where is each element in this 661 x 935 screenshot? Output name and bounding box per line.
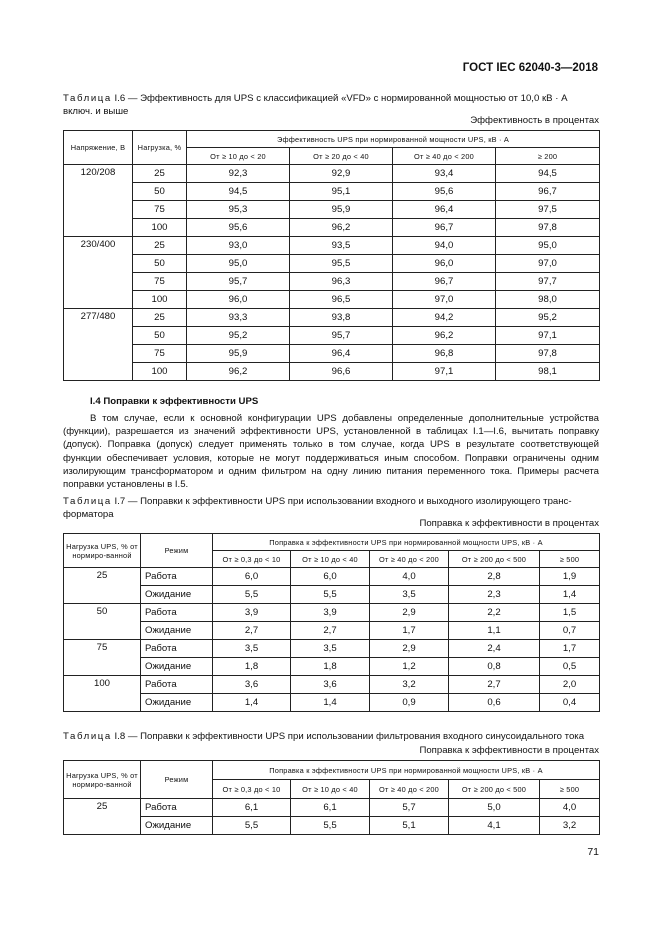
table-i7 bbox=[63, 533, 600, 712]
value-cell: 96,3 bbox=[290, 273, 393, 291]
table-row bbox=[64, 237, 600, 255]
load-cell: 25 bbox=[64, 799, 141, 835]
value-cell: 2,9 bbox=[370, 640, 449, 658]
table-i8 bbox=[63, 760, 600, 835]
value-cell: 94,5 bbox=[187, 183, 290, 201]
value-cell: 3,2 bbox=[540, 817, 600, 835]
value-cell: 96,7 bbox=[496, 183, 600, 201]
value-cell: 1,4 bbox=[291, 694, 370, 712]
value-cell: 96,0 bbox=[393, 255, 496, 273]
value-cell: 4,1 bbox=[449, 817, 540, 835]
table-row bbox=[64, 201, 600, 219]
value-cell: 95,6 bbox=[187, 219, 290, 237]
table-row bbox=[64, 817, 600, 835]
mode-cell: Работа bbox=[141, 604, 213, 622]
load-cell: 75 bbox=[133, 273, 187, 291]
mode-cell: Ожидание bbox=[141, 586, 213, 604]
value-cell: 96,7 bbox=[393, 273, 496, 291]
value-cell: 4,0 bbox=[540, 799, 600, 817]
value-cell: 97,0 bbox=[496, 255, 600, 273]
value-cell: 92,3 bbox=[187, 165, 290, 183]
value-cell: 0,5 bbox=[540, 658, 600, 676]
header-range: ≥ 500 bbox=[540, 551, 600, 568]
load-cell: 75 bbox=[133, 201, 187, 219]
value-cell: 96,0 bbox=[187, 291, 290, 309]
value-cell: 0,4 bbox=[540, 694, 600, 712]
mode-cell: Работа bbox=[141, 640, 213, 658]
header-load: Нагрузка, % bbox=[133, 131, 187, 165]
caption-text: I.6 — Эффективность для UPS с классификацией «VFD» с нормированной мощностью от 10,0 кВ · А включ. и выше bbox=[63, 93, 568, 117]
value-cell: 96,2 bbox=[393, 327, 496, 345]
section-paragraph bbox=[63, 412, 599, 491]
value-cell: 5,7 bbox=[370, 799, 449, 817]
value-cell: 98,0 bbox=[496, 291, 600, 309]
value-cell: 98,1 bbox=[496, 363, 600, 381]
value-cell: 3,5 bbox=[291, 640, 370, 658]
value-cell: 3,5 bbox=[370, 586, 449, 604]
value-cell: 3,9 bbox=[291, 604, 370, 622]
header-range: От ≥ 10 до < 20 bbox=[187, 148, 290, 165]
value-cell: 6,1 bbox=[213, 799, 291, 817]
value-cell: 93,8 bbox=[290, 309, 393, 327]
load-cell: 75 bbox=[64, 640, 141, 676]
table-i6 bbox=[63, 130, 600, 381]
value-cell: 96,4 bbox=[393, 201, 496, 219]
header-range: От ≥ 40 до < 200 bbox=[370, 551, 449, 568]
value-cell: 5,0 bbox=[449, 799, 540, 817]
section-title: I.4 Поправки к эффективности UPS bbox=[90, 396, 259, 407]
value-cell: 0,7 bbox=[540, 622, 600, 640]
table-row bbox=[64, 345, 600, 363]
table-row bbox=[64, 183, 600, 201]
table-row bbox=[64, 604, 600, 622]
value-cell: 0,9 bbox=[370, 694, 449, 712]
paragraph-text: В том случае, если к основной конфигурации UPS добавлены определенные дополнительные устройства (функции), разрешается из значений эффективности UPS, установленной в таблицах I.1—I.6, вычитать поправку (допуск). Поправка (допуск) следует применять только в том случае, когда UPS в результате соответствующей функции обеспечивает условия, которые не могут поддерживаться иным способом. Поправки ограничены одним изолирующим трансформатором и одним фильтром на одну линию питания переменного тока. Примеры расчета поправки установлены в I.5. bbox=[63, 413, 599, 491]
value-cell: 95,0 bbox=[187, 255, 290, 273]
value-cell: 97,1 bbox=[393, 363, 496, 381]
load-cell: 50 bbox=[64, 604, 141, 640]
value-cell: 95,5 bbox=[290, 255, 393, 273]
load-cell: 50 bbox=[133, 183, 187, 201]
value-cell: 1,7 bbox=[370, 622, 449, 640]
value-cell: 3,5 bbox=[213, 640, 291, 658]
mode-cell: Работа bbox=[141, 676, 213, 694]
value-cell: 5,5 bbox=[213, 586, 291, 604]
table-row bbox=[64, 327, 600, 345]
table-row bbox=[64, 676, 600, 694]
load-cell: 25 bbox=[133, 165, 187, 183]
table-row bbox=[64, 255, 600, 273]
header-mode: Режим bbox=[141, 534, 213, 568]
value-cell: 4,0 bbox=[370, 568, 449, 586]
table-i8-caption bbox=[63, 730, 599, 743]
mode-cell: Ожидание bbox=[141, 622, 213, 640]
value-cell: 96,2 bbox=[187, 363, 290, 381]
value-cell: 96,2 bbox=[290, 219, 393, 237]
caption-text: I.7 — Поправки к эффективности UPS при использовании входного и выходного изолирующего транс-форматора bbox=[63, 496, 572, 520]
voltage-cell: 277/480 bbox=[64, 309, 133, 381]
table-row bbox=[64, 694, 600, 712]
header-range: ≥ 200 bbox=[496, 148, 600, 165]
value-cell: 97,5 bbox=[496, 201, 600, 219]
header-range: ≥ 500 bbox=[540, 780, 600, 799]
value-cell: 3,9 bbox=[213, 604, 291, 622]
value-cell: 95,6 bbox=[393, 183, 496, 201]
value-cell: 2,9 bbox=[370, 604, 449, 622]
value-cell: 2,4 bbox=[449, 640, 540, 658]
header-range: От ≥ 40 до < 200 bbox=[370, 780, 449, 799]
value-cell: 96,6 bbox=[290, 363, 393, 381]
value-cell: 6,0 bbox=[291, 568, 370, 586]
header-range: От ≥ 200 до < 500 bbox=[449, 551, 540, 568]
value-cell: 1,4 bbox=[213, 694, 291, 712]
mode-cell: Ожидание bbox=[141, 817, 213, 835]
table-i8-unit: Поправка к эффективности в процентах bbox=[419, 745, 599, 756]
header-voltage: Напряжение, В bbox=[64, 131, 133, 165]
value-cell: 96,7 bbox=[393, 219, 496, 237]
header-range: От ≥ 20 до < 40 bbox=[290, 148, 393, 165]
load-cell: 50 bbox=[133, 255, 187, 273]
document-header: ГОСТ IEC 62040-3—2018 bbox=[462, 62, 598, 74]
value-cell: 1,8 bbox=[213, 658, 291, 676]
value-cell: 2,3 bbox=[449, 586, 540, 604]
value-cell: 6,0 bbox=[213, 568, 291, 586]
value-cell: 5,5 bbox=[291, 817, 370, 835]
table-row bbox=[64, 568, 600, 586]
header-load: Нагрузка UPS, % от нормиро-ванной bbox=[64, 534, 141, 568]
value-cell: 95,3 bbox=[187, 201, 290, 219]
value-cell: 95,2 bbox=[187, 327, 290, 345]
load-cell: 50 bbox=[133, 327, 187, 345]
value-cell: 94,0 bbox=[393, 237, 496, 255]
value-cell: 95,9 bbox=[187, 345, 290, 363]
value-cell: 3,6 bbox=[291, 676, 370, 694]
table-row bbox=[64, 219, 600, 237]
table-i7-unit: Поправка к эффективности в процентах bbox=[419, 518, 599, 529]
load-cell: 100 bbox=[133, 363, 187, 381]
value-cell: 1,4 bbox=[540, 586, 600, 604]
value-cell: 96,4 bbox=[290, 345, 393, 363]
value-cell: 95,7 bbox=[290, 327, 393, 345]
voltage-cell: 230/400 bbox=[64, 237, 133, 309]
caption-word: Таблица bbox=[63, 93, 112, 104]
value-cell: 1,2 bbox=[370, 658, 449, 676]
header-range: От ≥ 10 до < 40 bbox=[291, 551, 370, 568]
value-cell: 3,6 bbox=[213, 676, 291, 694]
value-cell: 2,2 bbox=[449, 604, 540, 622]
value-cell: 96,5 bbox=[290, 291, 393, 309]
value-cell: 5,1 bbox=[370, 817, 449, 835]
value-cell: 0,8 bbox=[449, 658, 540, 676]
header-range: От ≥ 10 до < 40 bbox=[291, 780, 370, 799]
table-row bbox=[64, 165, 600, 183]
header-load: Нагрузка UPS, % от нормиро-ванной bbox=[64, 761, 141, 799]
value-cell: 97,7 bbox=[496, 273, 600, 291]
value-cell: 97,8 bbox=[496, 219, 600, 237]
header-correction-group: Поправка к эффективности UPS при нормированной мощности UPS, кВ · А bbox=[213, 534, 600, 551]
load-cell: 75 bbox=[133, 345, 187, 363]
value-cell: 1,7 bbox=[540, 640, 600, 658]
value-cell: 95,1 bbox=[290, 183, 393, 201]
mode-cell: Ожидание bbox=[141, 658, 213, 676]
table-row bbox=[64, 658, 600, 676]
page-number: 71 bbox=[587, 846, 599, 858]
value-cell: 97,8 bbox=[496, 345, 600, 363]
value-cell: 92,9 bbox=[290, 165, 393, 183]
table-row bbox=[64, 622, 600, 640]
load-cell: 25 bbox=[64, 568, 141, 604]
mode-cell: Ожидание bbox=[141, 694, 213, 712]
table-row bbox=[64, 291, 600, 309]
value-cell: 5,5 bbox=[291, 586, 370, 604]
value-cell: 93,0 bbox=[187, 237, 290, 255]
mode-cell: Работа bbox=[141, 799, 213, 817]
value-cell: 2,7 bbox=[213, 622, 291, 640]
table-row bbox=[64, 309, 600, 327]
value-cell: 6,1 bbox=[291, 799, 370, 817]
table-i6-unit: Эффективность в процентах bbox=[470, 115, 599, 126]
value-cell: 94,2 bbox=[393, 309, 496, 327]
value-cell: 94,5 bbox=[496, 165, 600, 183]
table-row bbox=[64, 586, 600, 604]
header-range: От ≥ 40 до < 200 bbox=[393, 148, 496, 165]
load-cell: 25 bbox=[133, 237, 187, 255]
caption-word: Таблица bbox=[63, 496, 112, 507]
value-cell: 93,4 bbox=[393, 165, 496, 183]
load-cell: 100 bbox=[133, 291, 187, 309]
value-cell: 1,9 bbox=[540, 568, 600, 586]
header-range: От ≥ 0,3 до < 10 bbox=[213, 551, 291, 568]
value-cell: 2,0 bbox=[540, 676, 600, 694]
value-cell: 1,1 bbox=[449, 622, 540, 640]
value-cell: 2,7 bbox=[291, 622, 370, 640]
value-cell: 97,0 bbox=[393, 291, 496, 309]
value-cell: 1,5 bbox=[540, 604, 600, 622]
caption-text: I.8 — Поправки к эффективности UPS при использовании фильтрования входного синусоидального тока bbox=[114, 731, 585, 742]
caption-word: Таблица bbox=[63, 731, 112, 742]
value-cell: 97,1 bbox=[496, 327, 600, 345]
load-cell: 100 bbox=[64, 676, 141, 712]
value-cell: 95,7 bbox=[187, 273, 290, 291]
value-cell: 1,8 bbox=[291, 658, 370, 676]
header-correction-group: Поправка к эффективности UPS при нормированной мощности UPS, кВ · А bbox=[213, 761, 600, 780]
table-row bbox=[64, 273, 600, 291]
header-range: От ≥ 0,3 до < 10 bbox=[213, 780, 291, 799]
value-cell: 96,8 bbox=[393, 345, 496, 363]
mode-cell: Работа bbox=[141, 568, 213, 586]
value-cell: 2,7 bbox=[449, 676, 540, 694]
value-cell: 95,2 bbox=[496, 309, 600, 327]
table-row bbox=[64, 640, 600, 658]
load-cell: 100 bbox=[133, 219, 187, 237]
load-cell: 25 bbox=[133, 309, 187, 327]
value-cell: 95,0 bbox=[496, 237, 600, 255]
header-mode: Режим bbox=[141, 761, 213, 799]
value-cell: 2,8 bbox=[449, 568, 540, 586]
header-efficiency-group: Эффективность UPS при нормированной мощности UPS, кВ · А bbox=[187, 131, 600, 148]
value-cell: 5,5 bbox=[213, 817, 291, 835]
value-cell: 93,5 bbox=[290, 237, 393, 255]
header-range: От ≥ 200 до < 500 bbox=[449, 780, 540, 799]
value-cell: 3,2 bbox=[370, 676, 449, 694]
value-cell: 93,3 bbox=[187, 309, 290, 327]
value-cell: 95,9 bbox=[290, 201, 393, 219]
value-cell: 0,6 bbox=[449, 694, 540, 712]
table-row bbox=[64, 363, 600, 381]
voltage-cell: 120/208 bbox=[64, 165, 133, 237]
table-row bbox=[64, 799, 600, 817]
